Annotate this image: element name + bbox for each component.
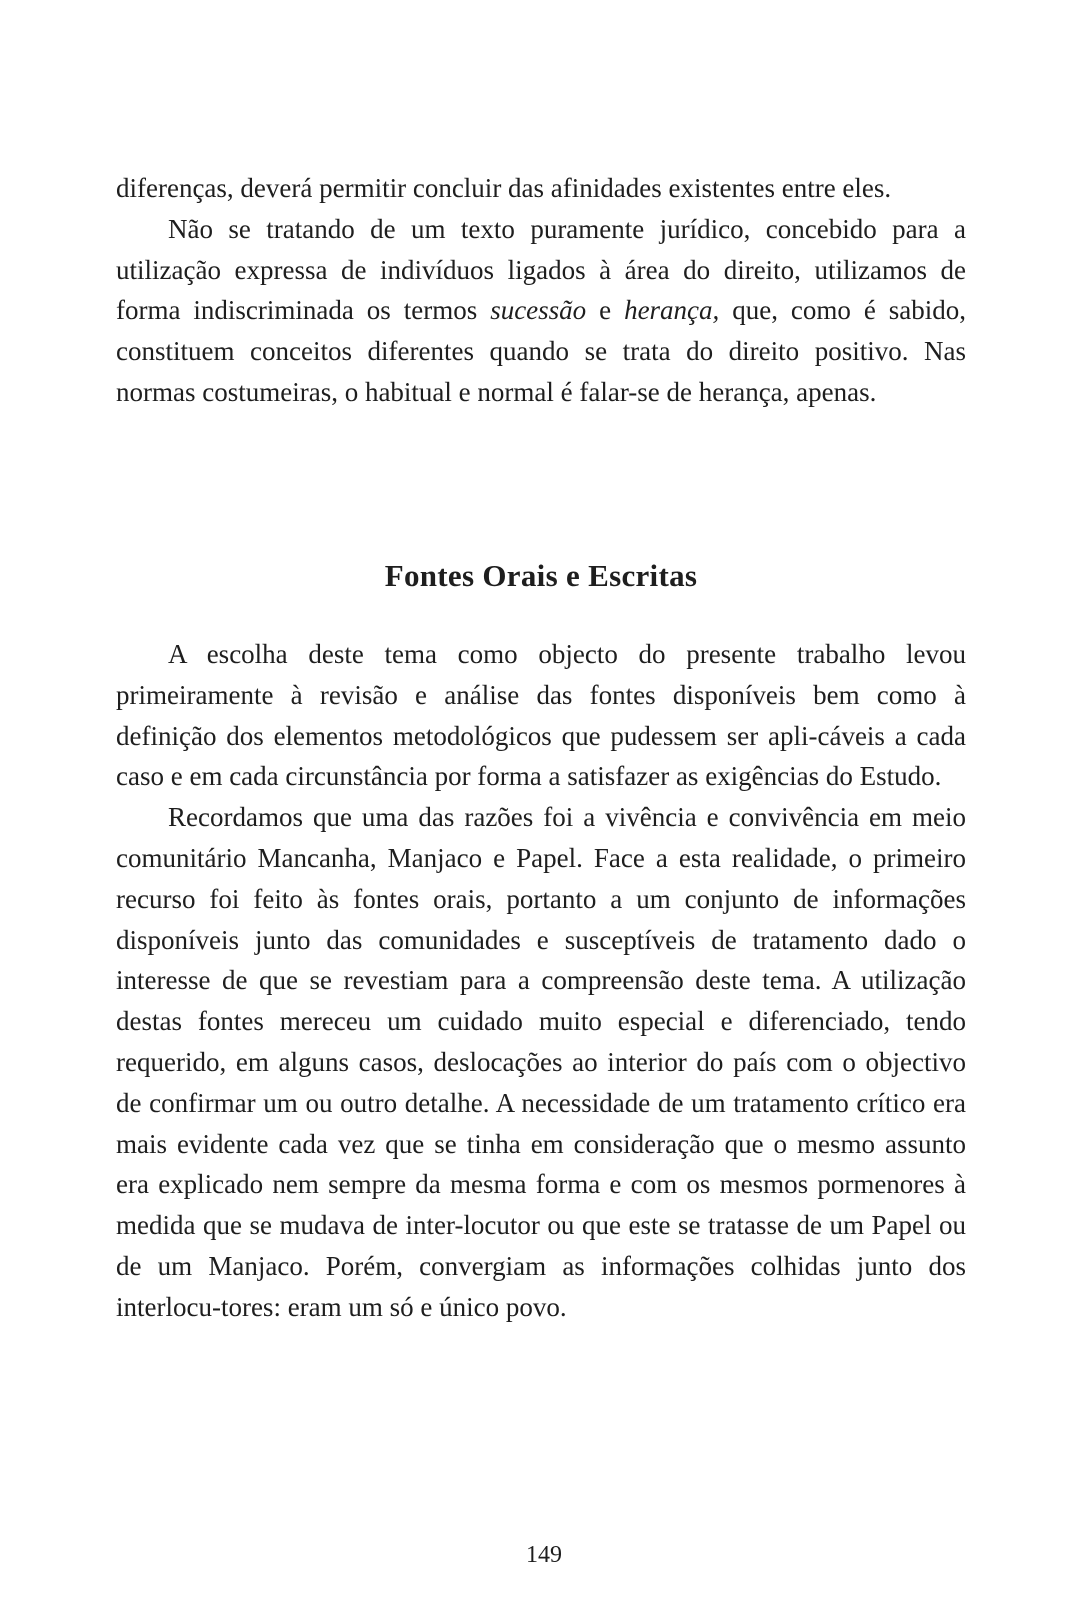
- section-heading: Fontes Orais e Escritas: [384, 558, 698, 593]
- term-heranca: herança,: [624, 295, 720, 326]
- intro-text-block: [116, 168, 966, 413]
- section-text-block: [116, 634, 966, 1328]
- paragraph-oral-sources: Recordamos que uma das razões foi a vivência e convivência em meio comunitário Mancanha, Manjaco e Papel. Face a esta realidade, o primeiro recurso foi feito às fontes orais, portanto a um conjunto de informações disponíveis junto das comunidades e susceptíveis de tratamento dado o interesse de que se revestiam para a compreensão deste tema. A utilização destas fontes mereceu um cuidado muito especial e diferenciado, tendo requerido, em alguns casos, deslocações ao interior do país com o objectivo de confirmar um ou outro detalhe. A necessidade de um tratamento crítico era mais evidente cada vez que se tinha em consideração que o mesmo assunto era explicado nem sempre da mesma forma e com os mesmos pormenores à medida que se mudava de inter-locutor ou que este se tratasse de um Papel ou de um Manjaco. Porém, convergiam as informações colhidas junto dos interlocu-tores: eram um só e único povo.: [116, 802, 966, 1322]
- paragraph-terminology: [116, 209, 966, 413]
- paragraph-conjunction: e: [586, 295, 625, 326]
- page-number: 149: [526, 1542, 562, 1568]
- paragraph-text-start: Não se tratando de um texto puramente jurídico, concebido para a utilização expressa de indivíduos ligados à área do direito, utilizamos de forma indiscriminada os termos: [116, 213, 966, 326]
- paragraph-methodology: A escolha deste tema como objecto do presente trabalho levou primeiramente à revisão e análise das fontes disponíveis bem como à definição dos elementos metodológicos que pudessem ser apli-cáveis a cada caso e em cada circunstância por forma a satisfazer as exigências do Estudo.: [116, 639, 966, 792]
- paragraph-text-end: que, como é sabido, constituem conceitos diferentes quando se trata do direito positivo. Nas normas costumeiras, o habitual e normal é falar-se de herança, apenas.: [116, 295, 967, 407]
- term-sucessao: sucessão: [490, 295, 587, 326]
- paragraph-continued: diferenças, deverá permitir concluir das afinidades existentes entre eles.: [116, 173, 892, 203]
